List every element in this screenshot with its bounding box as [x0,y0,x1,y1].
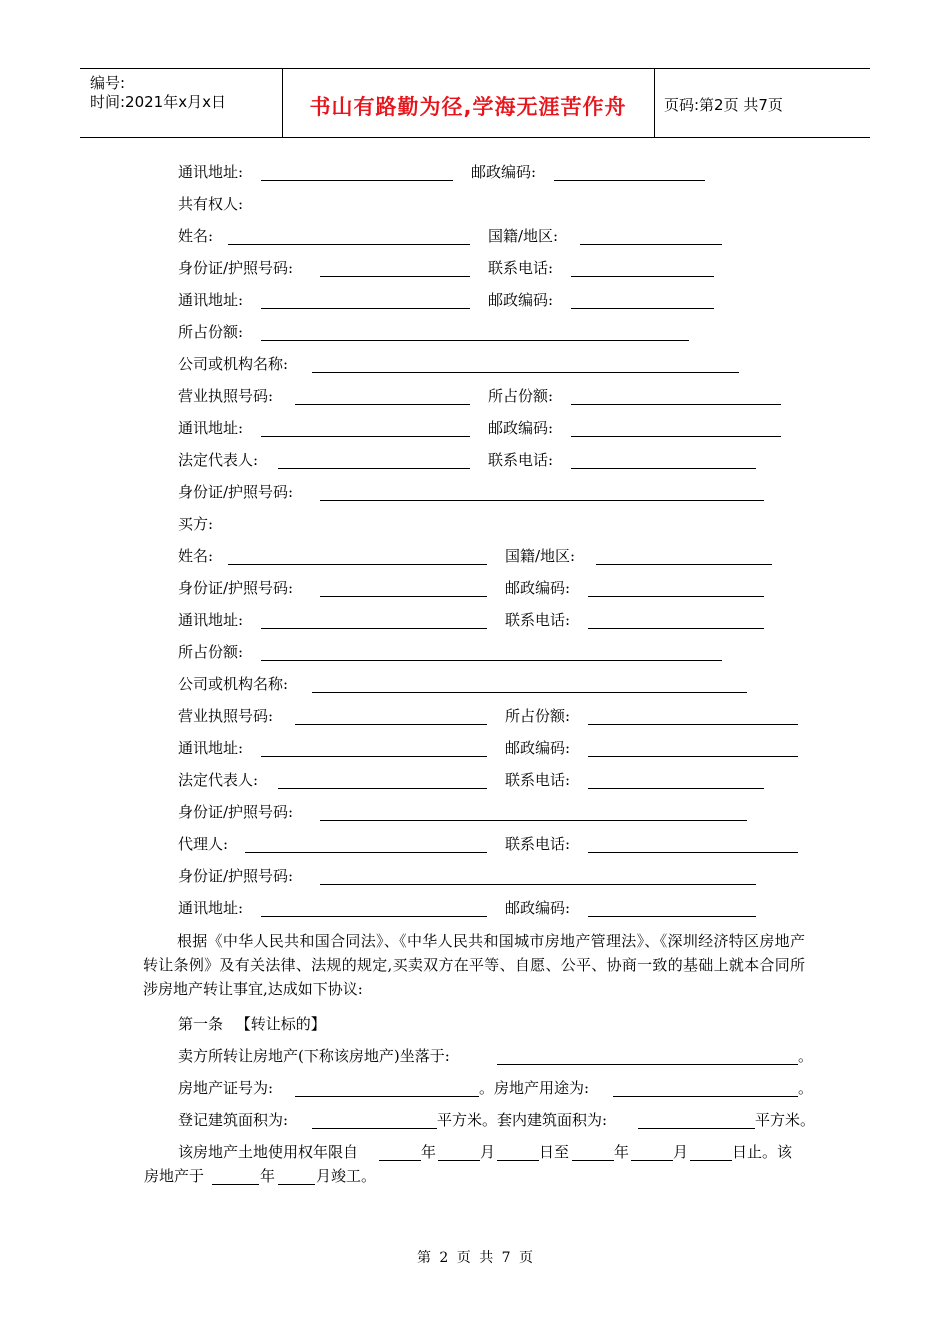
b-phone-blank[interactable] [588,628,764,629]
co-company-label: 公司或机构名称: [178,355,289,373]
co-org-postcode-label: 邮政编码: [488,419,554,437]
b-legal-rep-blank[interactable] [278,788,487,789]
co-phone-blank[interactable] [571,276,714,277]
b-agent-phone-label: 联系电话: [505,835,571,853]
b-license-label: 营业执照号码: [178,707,274,725]
b-nationality-label: 国籍/地区: [505,547,576,565]
cert-blank[interactable] [295,1096,479,1097]
b-agent-label: 代理人: [178,835,229,853]
co-license-label: 营业执照号码: [178,387,274,405]
b-phone-label: 联系电话: [505,611,571,629]
b-legal-rep-label: 法定代表人: [178,771,259,789]
b-legal-id-blank[interactable] [320,820,747,821]
b-share-label: 所占份额: [178,643,244,661]
b-agent-postcode-blank[interactable] [588,916,756,917]
b-agent-id-label: 身份证/护照号码: [178,867,294,885]
year-label: 年 [260,1167,276,1185]
intro-paragraph: 根据《中华人民共和国合同法》、《中华人民共和国城市房地产管理法》、《深圳经济特区房地产转让条例》及有关法律、法规的规定,买卖双方在平等、自愿、公平、协商一致的基础上就本合同所涉房地产转让事宜,达成如下协议: [143,932,805,998]
co-id-blank[interactable] [320,276,470,277]
co-postcode-label: 邮政编码: [488,291,554,309]
co-name-blank[interactable] [228,244,470,245]
inner-area-blank[interactable] [638,1128,755,1129]
b-company-label: 公司或机构名称: [178,675,289,693]
month-label: 月 [673,1143,689,1161]
b-share-blank[interactable] [261,660,722,661]
b-name-blank[interactable] [228,564,487,565]
co-address-blank[interactable] [261,308,470,309]
co-phone-label: 联系电话: [488,259,554,277]
completed-label: 月竣工。 [316,1167,377,1185]
sqm-end-label: 平方米。 [755,1111,816,1129]
doc-time-label: 时间:2021年x月x日 [90,93,226,111]
b-postcode-label: 邮政编码: [505,579,571,597]
b-legal-phone-label: 联系电话: [505,771,571,789]
co-nationality-label: 国籍/地区: [488,227,559,245]
cert-label: 房地产证号为: [178,1079,274,1097]
doc-number-label: 编号: [90,74,126,92]
co-company-blank[interactable] [312,372,739,373]
land-end-year-blank[interactable] [572,1160,614,1161]
b-license-blank[interactable] [295,724,487,725]
b-license-share-blank[interactable] [588,724,798,725]
page-footer: 第 2 页 共 7 页 [416,1250,534,1266]
co-nationality-blank[interactable] [580,244,722,245]
b-agent-blank[interactable] [245,852,487,853]
co-org-address-label: 通讯地址: [178,419,244,437]
motto: 书山有路勤为径,学海无涯苦作舟 [309,95,627,119]
b-nationality-blank[interactable] [596,564,772,565]
co-postcode-blank[interactable] [571,308,714,309]
inner-area-label: 平方米。套内建筑面积为: [437,1111,608,1129]
period-mark: 。 [798,1047,814,1065]
b-legal-id-label: 身份证/护照号码: [178,803,294,821]
location-label: 卖方所转让房地产(下称该房地产)坐落于: [178,1047,450,1065]
b-agent-phone-blank[interactable] [588,852,798,853]
co-org-postcode-blank[interactable] [571,436,781,437]
day-end-label: 日止。该 [732,1143,793,1161]
seller-address-label: 通讯地址: [178,163,244,181]
co-license-share-label: 所占份额: [488,387,554,405]
b-agent-address-label: 通讯地址: [178,899,244,917]
co-legal-phone-blank[interactable] [571,468,756,469]
co-org-address-blank[interactable] [261,436,470,437]
b-org-postcode-blank[interactable] [588,756,798,757]
b-name-label: 姓名: [178,547,214,565]
co-license-blank[interactable] [295,404,470,405]
land-start-day-blank[interactable] [497,1160,539,1161]
area-blank[interactable] [312,1128,437,1129]
year-label: 年 [614,1143,630,1161]
b-id-label: 身份证/护照号码: [178,579,294,597]
header-meta-cell [80,69,283,137]
co-legal-id-label: 身份证/护照号码: [178,483,294,501]
b-company-blank[interactable] [312,692,747,693]
co-legal-rep-label: 法定代表人: [178,451,259,469]
b-org-address-label: 通讯地址: [178,739,244,757]
b-agent-id-blank[interactable] [320,884,756,885]
b-license-share-label: 所占份额: [505,707,571,725]
co-name-label: 姓名: [178,227,214,245]
co-id-label: 身份证/护照号码: [178,259,294,277]
day-to-label: 日至 [539,1143,570,1161]
b-legal-phone-blank[interactable] [588,788,764,789]
land-start-year-blank[interactable] [379,1160,421,1161]
b-agent-postcode-label: 邮政编码: [505,899,571,917]
page-header [80,68,870,138]
build-month-blank[interactable] [278,1184,315,1185]
b-postcode-blank[interactable] [588,596,764,597]
co-share-label: 所占份额: [178,323,244,341]
build-year-blank[interactable] [212,1184,259,1185]
month-label: 月 [480,1143,496,1161]
build-prefix-label: 房地产于 [144,1167,205,1185]
b-agent-address-blank[interactable] [261,916,487,917]
co-legal-rep-blank[interactable] [278,468,470,469]
land-end-month-blank[interactable] [631,1160,673,1161]
co-legal-id-blank[interactable] [320,500,764,501]
page-number-label: 页码:第2页 共7页 [664,96,783,114]
land-prefix-label: 该房地产土地使用权年限自 [178,1143,359,1161]
usage-blank[interactable] [613,1096,798,1097]
usage-label: 。房地产用途为: [479,1079,590,1097]
co-owner-title: 共有权人: [178,195,244,213]
b-address-label: 通讯地址: [178,611,244,629]
b-address-blank[interactable] [261,628,487,629]
land-start-month-blank[interactable] [438,1160,480,1161]
seller-postcode-label: 邮政编码: [471,163,537,181]
buyer-title: 买方: [178,515,214,533]
b-org-postcode-label: 邮政编码: [505,739,571,757]
intro-paragraph-block [143,929,805,1001]
article1-heading: 第一条 【转让标的】 [178,1015,326,1033]
seller-address-blank[interactable] [261,180,453,181]
year-label: 年 [421,1143,437,1161]
area-label: 登记建筑面积为: [178,1111,289,1129]
b-org-address-blank[interactable] [261,756,487,757]
co-address-label: 通讯地址: [178,291,244,309]
header-page-cell [655,69,870,137]
land-end-day-blank[interactable] [690,1160,732,1161]
b-id-blank[interactable] [320,596,487,597]
co-license-share-blank[interactable] [571,404,781,405]
location-blank[interactable] [497,1064,798,1065]
period-mark: 。 [798,1079,814,1097]
seller-postcode-blank[interactable] [554,180,705,181]
header-motto-cell [282,69,655,137]
co-legal-phone-label: 联系电话: [488,451,554,469]
co-share-blank[interactable] [261,340,689,341]
